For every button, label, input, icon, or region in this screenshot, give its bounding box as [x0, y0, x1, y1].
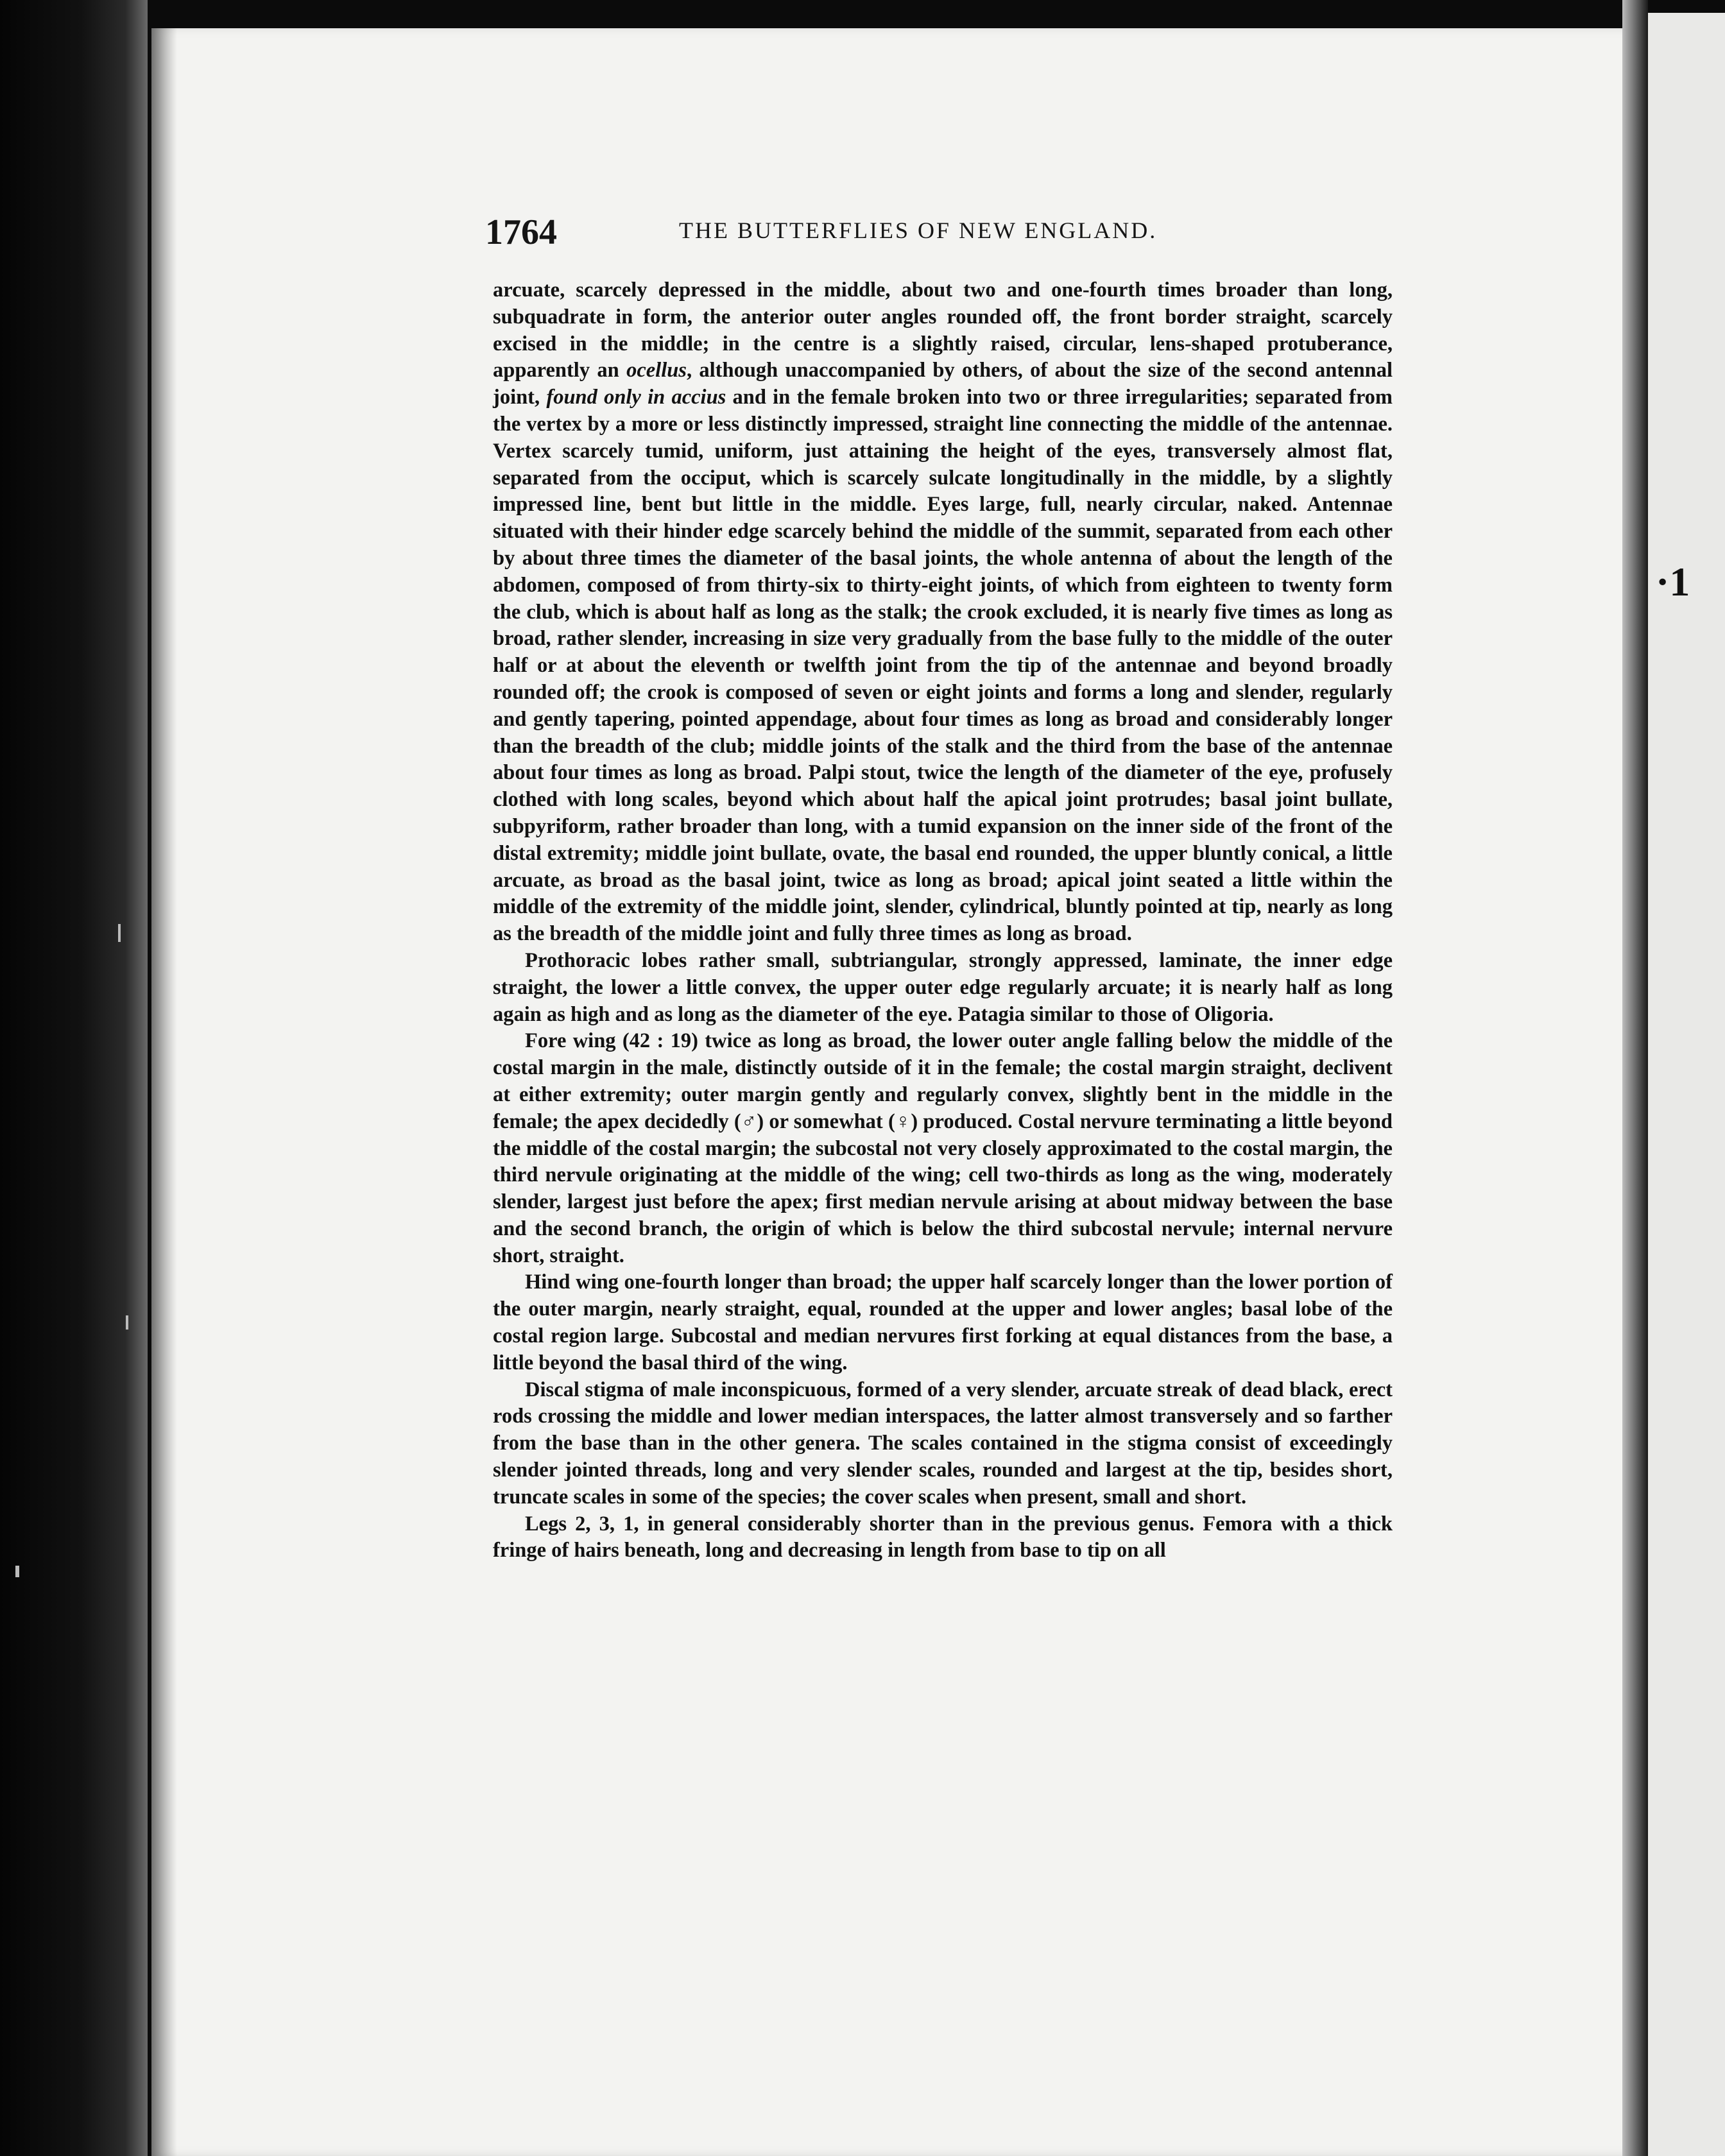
paragraph-prothoracic-lobes: Prothoracic lobes rather small, subtriangular, strongly appressed, laminate, the inner edge straight, the lower a little convex, the upper outer edge regularly arcuate; it is nearly half as long again as high and as long as the diameter of the eye. Patagia similar to those of Oligoria. — [493, 948, 1393, 1026]
edge-streak — [126, 1315, 128, 1330]
adjacent-page-edge — [1648, 13, 1725, 2156]
running-head: THE BUTTERFLIES OF NEW ENGLAND. — [679, 218, 1158, 243]
edge-streak — [15, 1566, 19, 1577]
page-binding-shadow — [151, 28, 177, 2156]
page-gutter — [1622, 0, 1648, 2156]
body-text — [493, 277, 1393, 1564]
page-number: 1764 — [485, 212, 557, 252]
adjacent-page-mark: ·1 — [1656, 559, 1690, 604]
page-header — [485, 212, 1396, 263]
italic-term: found only in accius — [546, 386, 726, 409]
wing-ratio-number: 42 — [629, 1029, 651, 1053]
paragraph-legs: Legs 2, 3, 1, in general considerably shorter than in the previous genus. Femora with a thick fringe of hairs beneath, long and decreasing in length from base to tip on all — [493, 1512, 1393, 1562]
edge-streak — [118, 924, 121, 942]
paragraph-hind-wing: Hind wing one-fourth longer than broad; the upper half scarcely longer than the lower portion of the outer margin, nearly straight, equal, rounded at the upper and lower angles; basal lobe of the costal region large. Subcostal and median nervures first forking at equal distances from the base, a little beyond the basal third of the wing. — [493, 1270, 1393, 1374]
paragraph-discal-stigma: Discal stigma of male inconspicuous, formed of a very slender, arcuate streak of dead black, erect rods crossing the middle and lower median interspaces, the latter almost transversely and so farther from the base than in the other genera. The scales contained in the stigma consist of exceedingly slender jointed threads, long and very slender scales, rounded and largest at the tip, besides short, truncate scales in some of the species; the cover scales when present, small and short. — [493, 1378, 1393, 1509]
paragraph-fore-wing: Fore wing (42 : 19) twice as long as broad, the lower outer angle falling below the middle of the costal margin in the male, distinctly outside of it in the female; the costal margin straight, declivent at either extremity; outer margin gently and regularly convex, slightly bent in the middle in the female; the apex decidedly (♂) or somewhat (♀) produced. Costal nervure terminating a little beyond the middle of the costal margin; the subcostal not very closely approximated to the costal margin, the third nervule originating at the middle of the wing; cell two-thirds as long as the wing, moderately slender, largest just before the apex; first median nervule arising at about midway between the base and the second branch, the origin of which is below the third subcostal nervule; internal nervure short, straight. — [493, 1029, 1393, 1267]
book-spine-edge — [0, 0, 148, 2156]
paragraph-head-description: arcuate, scarcely depressed in the middle, about two and one-fourth times broader than long, subquadrate in form, the anterior outer angles rounded off, the front border straight, scarcely excised in the middle; in the centre is a slightly raised, circular, lens-shaped protuberance, apparently an ocellus, although unaccompanied by others, of about the size of the second antennal joint, found only in accius and in the female broken into two or three irregularities; separated from the vertex by a more or less distinctly impressed, straight line connecting the middle of the antennae. Vertex scarcely tumid, uniform, just attaining the height of the eyes, transversely almost flat, separated from the occiput, which is scarcely sulcate longitudinally in the middle, by a slightly impressed line, bent but little in the middle. Eyes large, full, nearly circular, naked. Antennae situated with their hinder edge scarcely behind the middle of the summit, separated from each other by about three times the diameter of the basal joints, the whole antenna of about the length of the abdomen, composed of from thirty-six to thirty-eight joints, of which from eighteen to twenty form the club, which is about half as long as the stalk; the crook excluded, it is nearly five times as long as broad, rather slender, increasing in size very gradually from the base fully to the middle of the outer half or at about the eleventh or twelfth joint from the tip of the antennae and beyond broadly rounded off; the crook is composed of seven or eight joints and forms a long and slender, regularly and gently tapering, pointed appendage, about four times as long as broad and considerably longer than the breadth of the club; middle joints of the stalk and the third from the base of the antennae about four times as long as broad. Palpi stout, twice the length of the diameter of the eye, profusely clothed with long scales, beyond which about half the apical joint protrudes; basal joint bullate, subpyriform, rather broader than long, with a tumid expansion on the inner side of the front of the distal extremity; middle joint bullate, ovate, the basal end rounded, the upper bluntly conical, a little arcuate, as broad as the basal joint, twice as long as broad; apical joint seated a little within the middle of the extremity of the middle joint, slender, cylindrical, bluntly pointed at tip, nearly as long as the breadth of the middle joint and fully three times as long as broad. — [493, 278, 1393, 946]
italic-term: ocellus — [626, 359, 687, 382]
